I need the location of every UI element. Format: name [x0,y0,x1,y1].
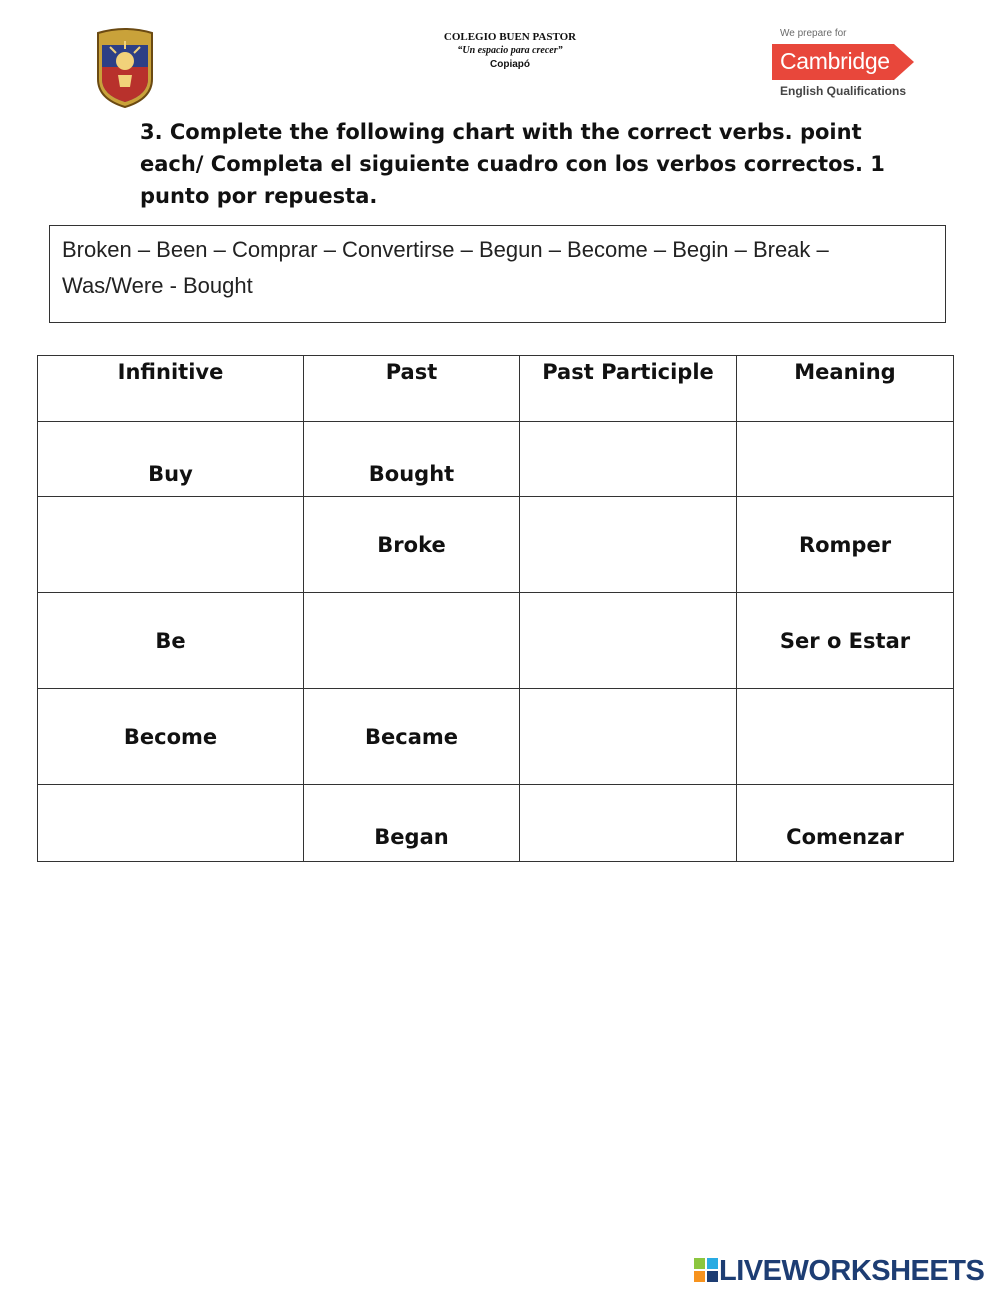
answer-cell-past-participle[interactable] [520,689,737,785]
school-header [380,30,640,72]
answer-cell-past[interactable] [304,593,520,689]
cell-past: Began [304,785,520,862]
cell-past: Became [304,689,520,785]
table-row [38,689,954,785]
cell-infinitive: Become [38,689,304,785]
school-city: Copiapó [490,59,530,70]
cell-past: Bought [304,422,520,497]
cambridge-subtitle: English Qualifications [780,84,907,98]
answer-cell-past-participle[interactable] [520,593,737,689]
table-row [38,785,954,862]
answer-cell-meaning[interactable] [737,689,954,785]
table-row [38,593,954,689]
cell-infinitive: Be [38,593,304,689]
cell-past: Broke [304,497,520,593]
answer-cell-past-participle[interactable] [520,497,737,593]
cell-meaning: Ser o Estar [737,593,954,689]
cambridge-logo [772,28,922,100]
answer-cell-infinitive[interactable] [38,497,304,593]
verb-chart-table [37,355,954,862]
school-seal-logo [94,27,156,109]
liveworksheets-wordmark: LIVEWORKSHEETS [719,1255,985,1287]
answer-cell-infinitive[interactable] [38,785,304,862]
header-meaning: Meaning [737,356,954,422]
answer-cell-past-participle[interactable] [520,422,737,497]
cell-meaning: Comenzar [737,785,954,862]
answer-cell-past-participle[interactable] [520,785,737,862]
school-name: COLEGIO BUEN PASTOR [443,31,577,43]
liveworksheets-icon [694,1258,718,1282]
cell-infinitive: Buy [38,422,304,497]
school-motto: “Un espacio para crecer” [457,45,563,56]
word-bank-box: Broken – Been – Comprar – Convertirse – Begun – Become – Begin – Break – Was/Were - Bought [49,225,946,323]
table-row [38,497,954,593]
header-infinitive: Infinitive [38,356,304,422]
table-row [38,422,954,497]
cambridge-prep-text: We prepare for [780,28,847,39]
header-past: Past [304,356,520,422]
liveworksheets-brand[interactable] [694,1255,994,1285]
cambridge-word: Cambridge [780,48,890,74]
cell-meaning: Romper [737,497,954,593]
instruction-text: 3. Complete the following chart with the correct verbs. point each/ Completa el siguiente cuadro con los verbos correctos. 1 punto por repuesta. [140,120,885,208]
answer-cell-meaning[interactable] [737,422,954,497]
header-past-participle: Past Participle [520,356,737,422]
